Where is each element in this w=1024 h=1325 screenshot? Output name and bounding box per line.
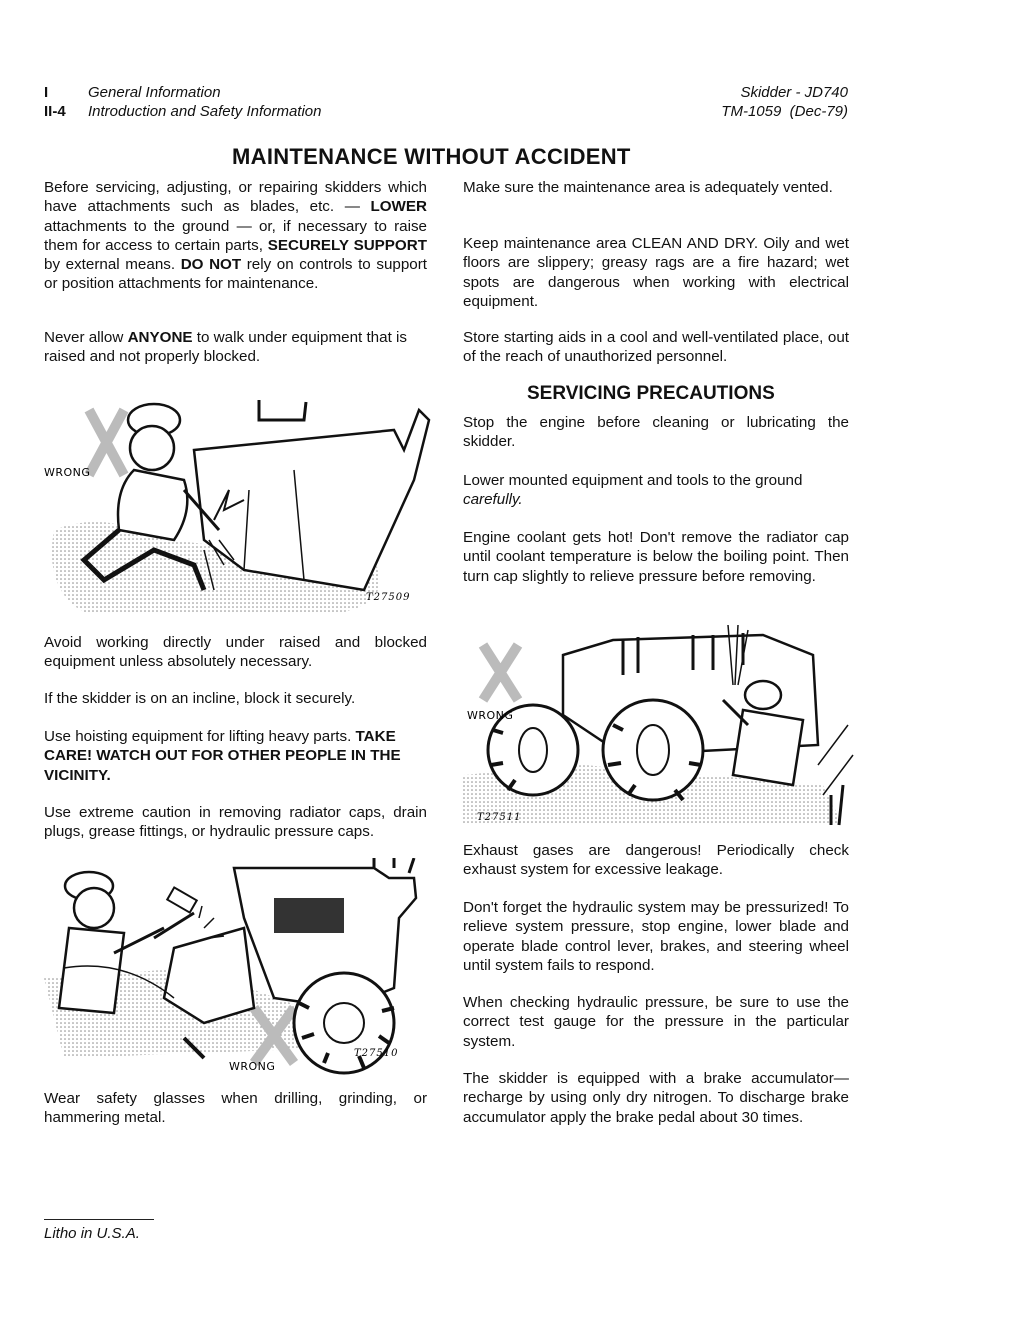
blade-hazard-illustration [44,390,434,616]
left-paragraph-4: If the skidder is on an incline, block it securely. [44,690,356,707]
right-paragraph-10: The skidder is equipped with a brake accumulator—recharge by using only dry nitrogen. To discharge brake accumulator apply the brake pedal about 30 times. [463,1070,849,1126]
right-paragraph-1: Make sure the maintenance area is adequately vented. [463,179,833,196]
right-paragraph-2: Keep maintenance area CLEAN AND DRY. Oily and wet floors are slippery; greasy rags are a fire hazard; wet spots are dangerous when working with electrical equipment. [463,235,849,310]
section-number: I [44,84,49,101]
right-paragraph-7: Exhaust gases are dangerous! Periodically check exhaust system for excessive leakage. [463,842,849,879]
right-paragraph-3: Store starting aids in a cool and well-ventilated place, out of the reach of unauthorized personnel. [463,329,849,366]
figure-blade-hazard [44,390,434,616]
section-title: General Information [88,84,221,101]
right-paragraph-5: Lower mounted equipment and tools to the ground carefully. [463,472,803,509]
right-paragraph-9: When checking hydraulic pressure, be sure to use the correct test gauge for the pressure in the particular system. [463,994,849,1050]
page-number: II-4 [44,103,66,120]
chapter-title: Introduction and Safety Information [88,103,322,120]
manual-number: TM-1059 (Dec-79) [721,103,848,120]
figure-1-label: T27509 [366,592,411,603]
right-paragraph-8: Don't forget the hydraulic system may be pressurized! To relieve system pressure, stop engine, lower blade and operate blade control lever, brakes, and steering wheel until system fails to respond. [463,899,849,974]
page-title: MAINTENANCE WITHOUT ACCIDENT [232,144,631,169]
figure-radiator-hazard [463,625,858,830]
header-left [44,83,444,121]
manual-model: Skidder - JD740 [740,84,848,101]
figure-3-label: T27511 [477,812,522,823]
figure-2-wrong-label: WRONG [229,1060,276,1073]
figure-2-label: T27510 [354,1048,399,1059]
left-paragraph-5: Use hoisting equipment for lifting heavy parts. TAKE CARE! WATCH OUT FOR OTHER PEOPLE IN THE VICINITY. [44,728,401,784]
right-paragraph-6: Engine coolant gets hot! Don't remove the radiator cap until coolant temperature is below the boiling point. Then turn cap slightly to relieve pressure before removing. [463,529,849,585]
left-paragraph-1: Before servicing, adjusting, or repairing skidders which have attachments such as blades, etc. — LOWER attachments to the ground — or, if necessary to raise them for access to certain parts, SECURELY SUPPORT by external means. DO NOT rely on controls to support or position attachments for maintenance. [44,179,428,293]
hammering-hazard-illustration [44,858,434,1078]
header-right [640,83,848,121]
left-paragraph-2: Never allow ANYONE to walk under equipment that is raised and not properly blocked. [44,329,407,366]
left-paragraph-7: Wear safety glasses when drilling, grinding, or hammering metal. [44,1090,427,1127]
left-paragraph-3: Avoid working directly under raised and blocked equipment unless absolutely necessary. [44,634,427,671]
radiator-hazard-illustration [463,625,858,830]
footer-rule [44,1219,154,1220]
figure-hammering-hazard [44,858,434,1078]
section-subtitle: SERVICING PRECAUTIONS [527,383,775,404]
figure-3-wrong-label: WRONG [467,709,514,722]
figure-1-wrong-label: WRONG [44,466,91,479]
left-paragraph-6: Use extreme caution in removing radiator caps, drain plugs, grease fittings, or hydraulic pressure caps. [44,804,427,841]
right-paragraph-4: Stop the engine before cleaning or lubricating the skidder. [463,414,849,451]
footer-printing-note: Litho in U.S.A. [44,1225,140,1242]
